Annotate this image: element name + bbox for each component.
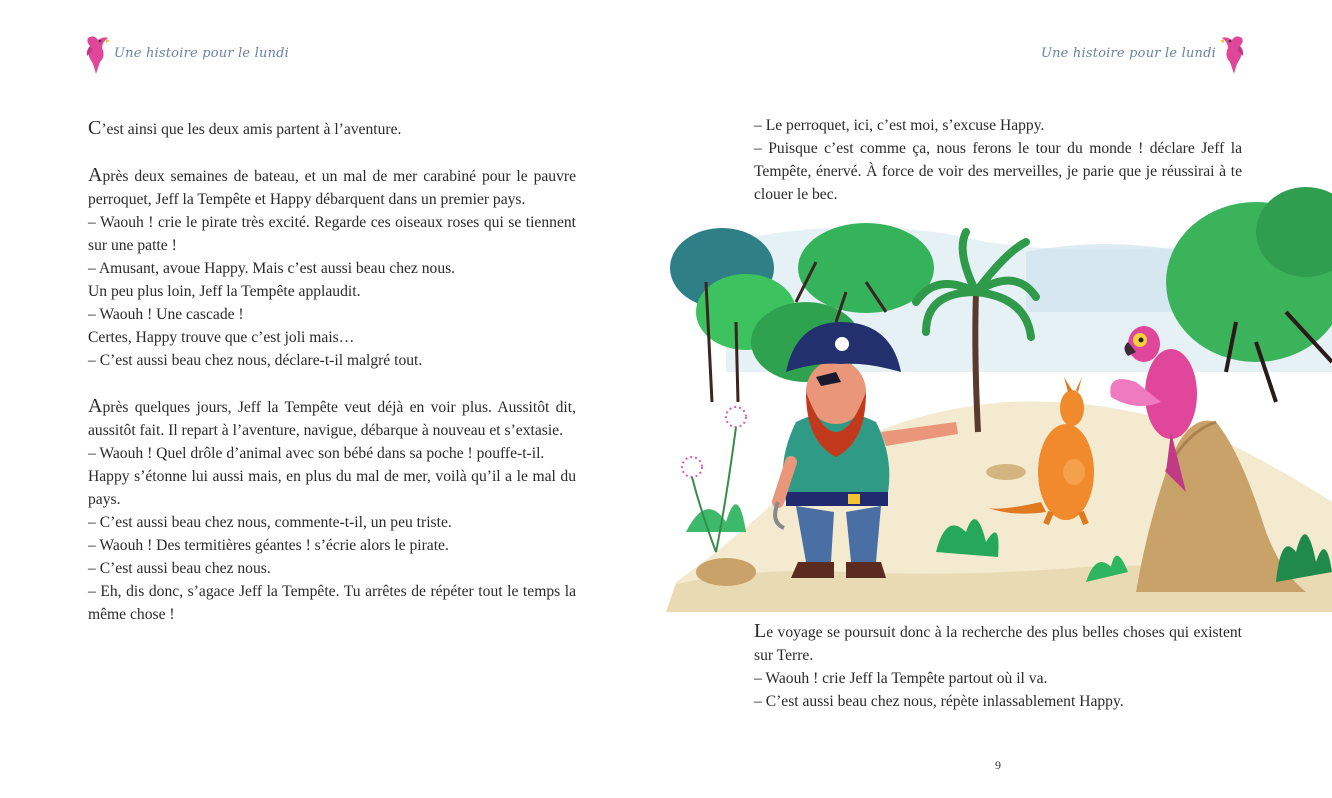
paragraph: – Eh, dis donc, s’agace Jeff la Tempête. Tu arrêtes de répéter tout le temps la même chose ! bbox=[88, 583, 576, 623]
paragraph: Après deux semaines de bateau, et un mal de mer carabiné pour le pauvre perroquet, Jeff la Tempête et Happy débarquent dans un premier pays. bbox=[88, 164, 576, 208]
paragraph: – Puisque c’est comme ça, nous ferons le tour du monde ! déclare Jeff la Tempête, énervé. À force de voir des merveilles, je parie que je réussirai à te clouer le bec. bbox=[754, 140, 1242, 203]
paragraph: Certes, Happy trouve que c’est joli mais… bbox=[88, 329, 355, 346]
paragraph-text: ’est ainsi que les deux amis partent à l’aventure. bbox=[101, 121, 402, 138]
left-header bbox=[84, 32, 289, 74]
paragraph: – Waouh ! Une cascade ! bbox=[88, 306, 244, 323]
right-page-bottom-text bbox=[754, 620, 1242, 713]
series-title: Une histoire pour le lundi bbox=[114, 45, 290, 61]
paragraph: Un peu plus loin, Jeff la Tempête applaudit. bbox=[88, 283, 361, 300]
pirate-illustration bbox=[666, 172, 1332, 612]
paragraph: – Waouh ! crie Jeff la Tempête partout où il va. bbox=[754, 670, 1048, 687]
paragraph-text: e voyage se poursuit donc à la recherche des plus belles choses qui existent sur Terre. bbox=[754, 624, 1242, 664]
paragraph: C’est ainsi que les deux amis partent à l’aventure. bbox=[88, 117, 402, 139]
paragraph: – Waouh ! Quel drôle d’animal avec son bébé dans sa poche ! pouffe-t-il. bbox=[88, 445, 545, 462]
paragraph: – C’est aussi beau chez nous, répète inlassablement Happy. bbox=[754, 693, 1124, 710]
parrot-logo-icon bbox=[1218, 32, 1246, 74]
paragraph: – Waouh ! crie le pirate très excité. Regarde ces oiseaux roses qui se tiennent sur une patte ! bbox=[88, 214, 576, 254]
series-title: Une histoire pour le lundi bbox=[1040, 45, 1216, 61]
right-header bbox=[1041, 32, 1246, 74]
page-number: 9 bbox=[995, 758, 1001, 772]
paragraph: – Le perroquet, ici, c’est moi, s’excuse Happy. bbox=[754, 117, 1045, 134]
paragraph: Après quelques jours, Jeff la Tempête veut déjà en voir plus. Aussitôt dit, aussitôt fait. Il repart à l’aventure, navigue, débarque à nouveau et s’extasie. bbox=[88, 395, 576, 439]
right-page bbox=[666, 0, 1332, 798]
paragraph: – C’est aussi beau chez nous, commente-t-il, un peu triste. bbox=[88, 514, 452, 531]
left-page-text bbox=[88, 117, 576, 626]
paragraph: Le voyage se poursuit donc à la recherche des plus belles choses qui existent sur Terre. bbox=[754, 620, 1242, 664]
paragraph-text: près quelques jours, Jeff la Tempête veut déjà en voir plus. Aussitôt dit, aussitôt fait. Il repart à l’aventure, navigue, débarque à nouveau et s’extasie. bbox=[88, 399, 576, 439]
paragraph: – Amusant, avoue Happy. Mais c’est aussi beau chez nous. bbox=[88, 260, 456, 277]
paragraph-text: près deux semaines de bateau, et un mal de mer carabiné pour le pauvre perroquet, Jeff la Tempête et Happy débarquent dans un premier pays. bbox=[88, 168, 576, 208]
paragraph: – Waouh ! Des termitières géantes ! s’écrie alors le pirate. bbox=[88, 537, 449, 554]
paragraph: – C’est aussi beau chez nous, déclare-t-il malgré tout. bbox=[88, 352, 423, 369]
paragraph: – C’est aussi beau chez nous. bbox=[88, 560, 271, 577]
paragraph: Happy s’étonne lui aussi mais, en plus du mal de mer, voilà qu’il a le mal du pays. bbox=[88, 468, 576, 508]
parrot-logo-icon bbox=[84, 32, 112, 74]
